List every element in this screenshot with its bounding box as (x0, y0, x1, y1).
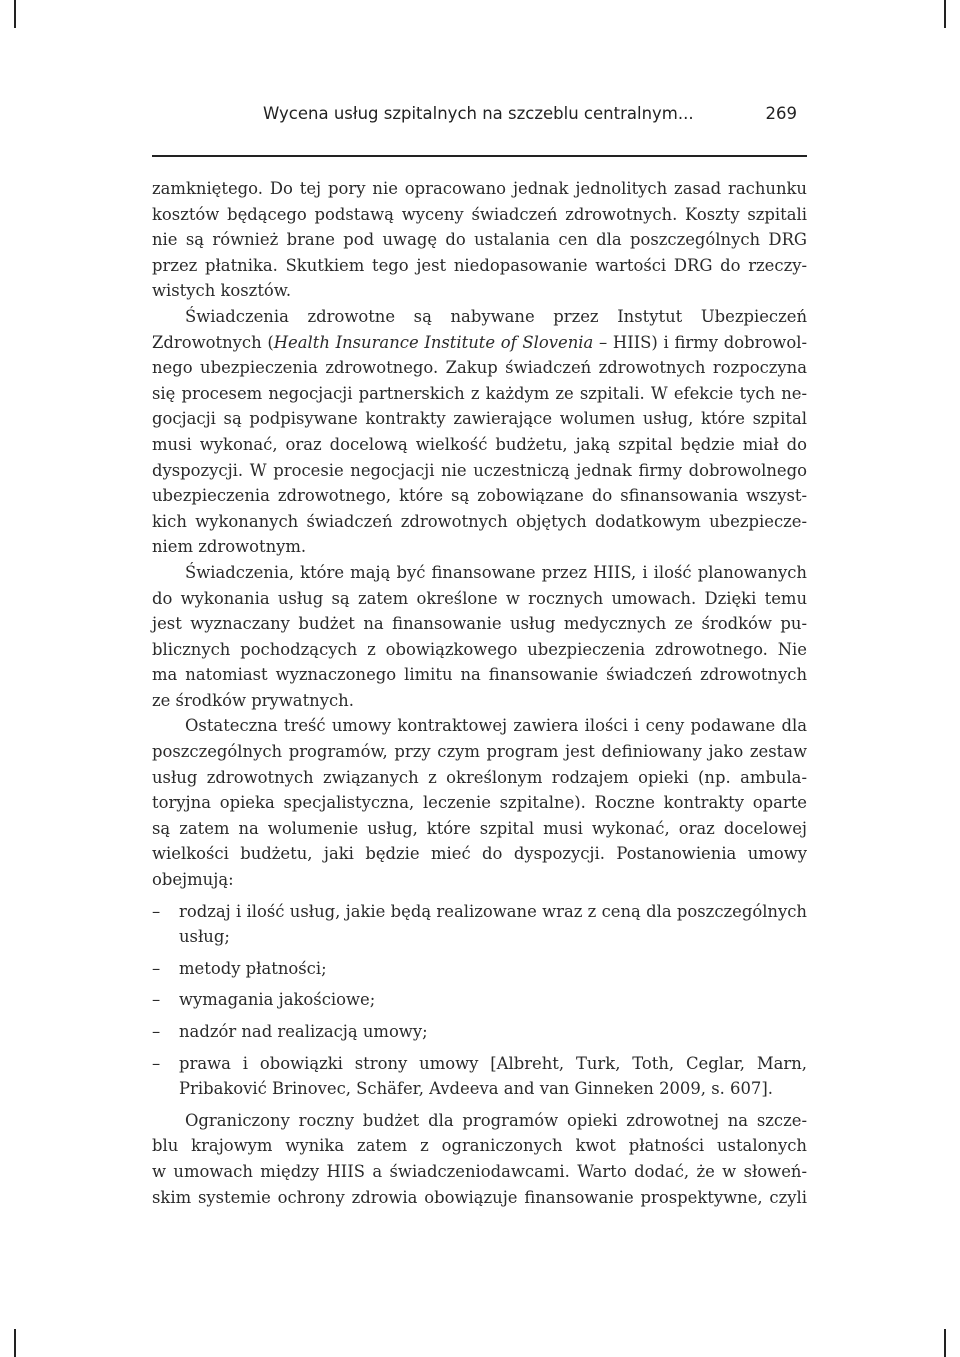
text-line: ubezpieczenia zdrowotnego, które są zobowiązane do sfinansowania wszyst- (152, 486, 807, 506)
text-line: jest wyznaczany budżet na finansowanie usług medycznych ze środków pu- (152, 614, 807, 634)
text-line: nego ubezpieczenia zdrowotnego. Zakup świadczeń zdrowotnych rozpoczyna (152, 358, 807, 378)
italic-institute-name: Health Insurance Institute of Slovenia (273, 332, 594, 352)
text-line: blicznych pochodzących z obowiązkowego ubezpieczenia zdrowotnego. Nie (152, 639, 807, 659)
running-title: Wycena usług szpitalnych na szczeblu centralnym... (263, 104, 694, 123)
dash-bullet: – (152, 958, 161, 978)
dash-bullet: – (152, 990, 161, 1010)
text-line: Ostateczna treść umowy kontraktowej zawiera ilości i ceny podawane dla (185, 716, 807, 736)
text-line: dyspozycji. W procesie negocjacji nie uczestniczą jednak firmy dobrowolnego (152, 460, 807, 480)
text-line: musi wykonać, oraz docelową wielkość budżetu, jaką szpital będzie miał do (152, 434, 807, 454)
text-line: Świadczenia zdrowotne są nabywane przez Instytut Ubezpieczeń (185, 306, 807, 326)
paragraph-3 (152, 560, 807, 714)
paragraph-2 (152, 304, 807, 560)
text-line: blu krajowym wynika zatem z ograniczonych kwot płatności ustalonych (152, 1136, 807, 1156)
text-line: poszczególnych programów, przy czym program jest definiowany jako zestaw (152, 742, 807, 762)
text-line: w umowach między HIIS a świadczeniodawcami. Warto dodać, że w słoweń- (152, 1161, 807, 1181)
text-line: wistych kosztów. (152, 281, 292, 301)
crop-mark-top-right (944, 0, 946, 28)
text-line: usług zdrowotnych związanych z określonym rodzajem opieki (np. ambula- (152, 767, 807, 787)
crop-mark-top-left (14, 0, 16, 28)
list-item (152, 1051, 807, 1102)
text-line: kosztów będącego podstawą wyceny świadczeń zdrowotnych. Koszty szpitali (152, 204, 807, 224)
text-line: kich wykonanych świadczeń zdrowotnych objętych dodatkowym ubezpiecze- (152, 511, 807, 531)
crop-mark-bottom-left (14, 1329, 16, 1357)
text-run: Zdrowotnych ( (152, 332, 274, 352)
text-line: nadzór nad realizacją umowy; (179, 1022, 428, 1041)
dash-bullet: – (152, 901, 161, 921)
text-line: prawa i obowiązki strony umowy [Albreht, Turk, Toth, Ceglar, Marn, (179, 1053, 807, 1073)
text-line: do wykonania usług są zatem określone w rocznych umowach. Dzięki temu (152, 588, 807, 608)
text-line: toryjna opieka specjalistyczna, leczenie szpitalne). Roczne kontrakty oparte (152, 793, 807, 813)
list-item (152, 1019, 807, 1045)
text-line: usług; (179, 927, 230, 947)
text-line: Pribaković Brinovec, Schäfer, Avdeeva and van Ginneken 2009, s. 607]. (179, 1079, 773, 1099)
text-line: są zatem na wolumenie usług, które szpital musi wykonać, oraz docelowej (152, 818, 807, 838)
text-line: ma natomiast wyznaczonego limitu na finansowanie świadczeń zdrowotnych (152, 665, 807, 685)
running-header (152, 104, 807, 134)
text-line (152, 330, 807, 356)
text-line: rodzaj i ilość usług, jakie będą realizowane wraz z ceną dla poszczególnych (179, 901, 807, 921)
dash-list (152, 899, 807, 1102)
page-body (152, 176, 807, 1210)
text-line: gocjacji są podpisywane kontrakty zawierające wolumen usług, które szpital (152, 409, 807, 429)
list-item (152, 956, 807, 982)
paragraph-5 (152, 1108, 807, 1210)
text-line: nie są również brane pod uwagę do ustalania cen dla poszczególnych DRG (152, 230, 807, 250)
paragraph-4 (152, 713, 807, 892)
text-line: skim systemie ochrony zdrowia obowiązuje finansowanie prospektywne, czyli (152, 1187, 807, 1207)
paragraph-1 (152, 176, 807, 304)
crop-mark-bottom-right (944, 1329, 946, 1357)
list-item (152, 987, 807, 1013)
text-line: ze środków prywatnych. (152, 690, 354, 710)
text-line: wymagania jakościowe; (179, 990, 376, 1010)
header-rule (152, 155, 807, 157)
text-line: zamkniętego. Do tej pory nie opracowano jednak jednolitych zasad rachunku (152, 179, 807, 198)
list-item (152, 899, 807, 950)
text-line: Świadczenia, które mają być finansowane przez HIIS, i ilość planowanych (185, 562, 807, 582)
dash-bullet: – (152, 1053, 161, 1073)
text-line: Ograniczony roczny budżet dla programów opieki zdrowotnej na szcze- (185, 1110, 807, 1130)
page-number: 269 (765, 104, 797, 123)
text-line: obejmują: (152, 870, 234, 890)
dash-bullet: – (152, 1022, 161, 1041)
text-line: wielkości budżetu, jaki będzie mieć do dyspozycji. Postanowienia umowy (152, 844, 807, 864)
text-line: się procesem negocjacji partnerskich z każdym ze szpitali. W efekcie tych ne- (152, 383, 807, 403)
text-line: przez płatnika. Skutkiem tego jest niedopasowanie wartości DRG do rzeczy- (152, 255, 807, 275)
text-line: niem zdrowotnym. (152, 537, 307, 557)
text-line: metody płatności; (179, 958, 327, 978)
text-run: – HIIS) i firmy dobrowol- (593, 332, 807, 352)
